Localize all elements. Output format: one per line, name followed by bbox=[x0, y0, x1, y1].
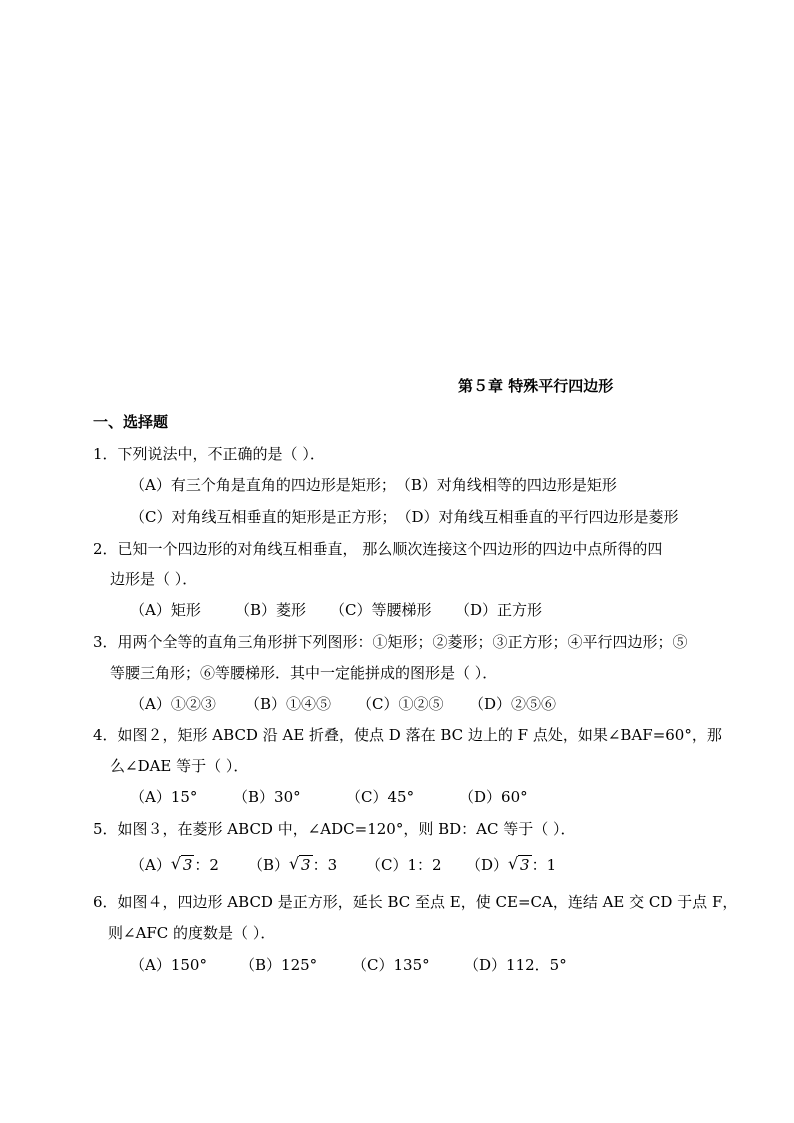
question-1-options-row-1 bbox=[130, 475, 617, 495]
question-3-option-c: （C）①②⑤ bbox=[357, 695, 444, 713]
question-6-option-c: （C）135° bbox=[352, 956, 430, 974]
question-1-option-d: （D）对角线互相垂直的平行四边形是菱形 bbox=[396, 508, 679, 526]
question-6-option-b: （B）125° bbox=[240, 956, 318, 974]
question-5-stem: 5．如图３，在菱形 ABCD 中，∠ADC=120°，则 BD：AC 等于（ ）． bbox=[93, 820, 576, 838]
sqrt-3-expression: √ 3 bbox=[508, 854, 530, 874]
question-2-option-c: （C）等腰梯形 bbox=[330, 601, 432, 619]
sqrt-3-expression: √ 3 bbox=[170, 854, 193, 874]
question-1-option-c: （C）对角线互相垂直的矩形是正方形； bbox=[130, 508, 397, 526]
question-1-option-b: （B）对角线相等的四边形是矩形 bbox=[395, 476, 617, 494]
question-3-options bbox=[130, 694, 556, 714]
question-2-option-a: （A）矩形 bbox=[130, 601, 201, 619]
section-title: 一、选择题 bbox=[93, 413, 169, 431]
question-3-option-d: （D）②⑤⑥ bbox=[469, 695, 557, 713]
question-2-option-b: （B）菱形 bbox=[235, 601, 307, 619]
question-1-option-a: （A）有三个角是直角的四边形是矩形； bbox=[130, 476, 396, 494]
question-4-option-d: （D）60° bbox=[459, 788, 528, 806]
question-4-option-a: （A）15° bbox=[130, 788, 198, 806]
question-3-option-a: （A）①②③ bbox=[130, 695, 216, 713]
question-3-stem-line-1: 3．用两个全等的直角三角形拼下列图形：①矩形；②菱形；③正方形；④平行四边形；⑤ bbox=[93, 633, 688, 651]
question-6-options bbox=[130, 955, 567, 975]
question-5-options bbox=[130, 855, 556, 875]
question-5-option-c: （C）1：2 bbox=[366, 856, 442, 874]
question-3-option-b: （B）①④⑤ bbox=[245, 695, 332, 713]
question-2-option-d: （D）正方形 bbox=[455, 601, 543, 619]
question-6-option-a: （A）150° bbox=[130, 956, 207, 974]
question-4-options bbox=[130, 787, 528, 807]
question-1-stem: 1．下列说法中，不正确的是（ ）． bbox=[93, 445, 325, 463]
question-4-option-b: （B）30° bbox=[233, 788, 301, 806]
question-2-options bbox=[130, 600, 542, 620]
question-4-option-c: （C）45° bbox=[346, 788, 415, 806]
question-6-stem-line-1: 6．如图４，四边形 ABCD 是正方形，延长 BC 至点 E，使 CE=CA，连结 AE 交 CD 于点 F， bbox=[93, 893, 738, 911]
question-6-stem-line-2: 则∠AFC 的度数是（ ）． bbox=[108, 924, 276, 942]
question-1-options-row-2 bbox=[130, 507, 679, 527]
question-4-stem-line-2: 么∠DAE 等于（ ）． bbox=[110, 757, 249, 775]
chapter-title: 第５章 特殊平行四边形 bbox=[458, 377, 614, 395]
question-2-stem-line-2: 边形是（ ）． bbox=[110, 570, 198, 588]
question-3-stem-line-2: 等腰三角形；⑥等腰梯形．其中一定能拼成的图形是（ ）． bbox=[110, 664, 498, 682]
question-5-option-a: （A） √ 3 ：2 bbox=[130, 854, 219, 874]
question-2-stem-line-1: 2．已知一个四边形的对角线互相垂直， 那么顺次连接这个四边形的四边中点所得的四 bbox=[93, 540, 663, 558]
question-6-option-d: （D）112．5° bbox=[464, 956, 567, 974]
question-5-option-b: （B） √ 3 ：3 bbox=[248, 854, 338, 874]
question-4-stem-line-1: 4．如图２，矩形 ABCD 沿 AE 折叠，使点 D 落在 BC 边上的 F 点处，如果∠BAF=60°，那 bbox=[93, 726, 722, 744]
question-5-option-d: （D） √ 3 ：1 bbox=[466, 854, 557, 874]
sqrt-3-expression: √ 3 bbox=[289, 854, 311, 874]
